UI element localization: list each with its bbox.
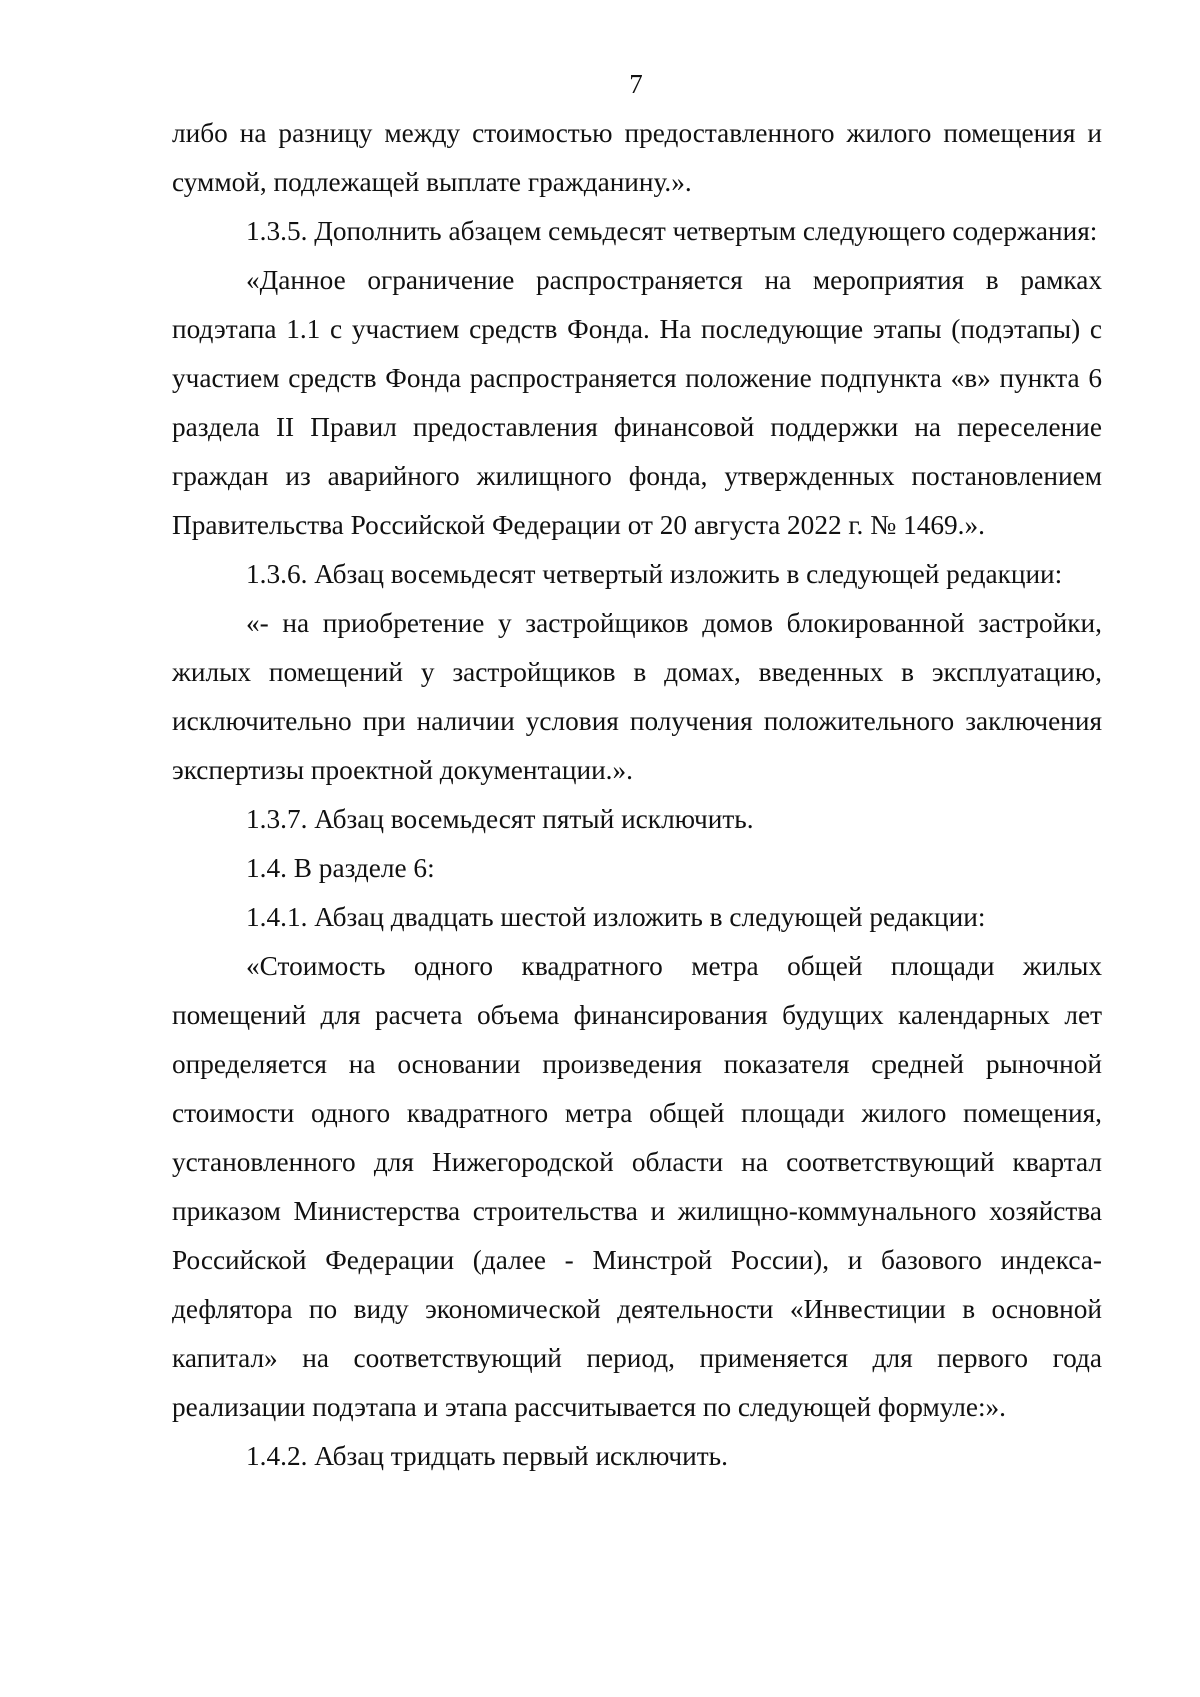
document-body [172, 109, 1102, 1481]
paragraph-quote-cost: «Стоимость одного квадратного метра общей площади жилых помещений для расчета объема финансирования будущих календарных лет определяется на основании произведения показателя средней рыночной стоимости одного квадратного метра общей площади жилого помещения, установленного для Нижегородской области на соответствующий квартал приказом Министерства строительства и жилищно-коммунального хозяйства Российской Федерации (далее - Минстрой России), и базового индекса-дефлятора по виду экономической деятельности «Инвестиции в основной капитал» на соответствующий период, применяется для первого года реализации подэтапа и этапа рассчитывается по следующей формуле:». [172, 951, 1102, 1422]
paragraph-quote-restriction: «Данное ограничение распространяется на мероприятия в рамках подэтапа 1.1 с участием средств Фонда. На последующие этапы (подэтапы) с участием средств Фонда распространяется положение подпункта «в» пункта 6 раздела II Правил предоставления финансовой поддержки на переселение граждан из аварийного жилищного фонда, утвержденных постановлением Правительства Российской Федерации от 20 августа 2022 г. № 1469.». [172, 265, 1102, 540]
paragraph-1-4: 1.4. В разделе 6: [246, 853, 435, 883]
paragraph-1-3-7: 1.3.7. Абзац восемьдесят пятый исключить. [246, 804, 754, 834]
paragraph-quote-acquisition: «- на приобретение у застройщиков домов блокированной застройки, жилых помещений у застройщиков в домах, введенных в эксплуатацию, исключительно при наличии условия получения положительного заключения экспертизы проектной документации.». [172, 608, 1102, 785]
paragraph-1-4-2: 1.4.2. Абзац тридцать первый исключить. [246, 1441, 728, 1471]
paragraph-1-3-6: 1.3.6. Абзац восемьдесят четвертый изложить в следующей редакции: [246, 559, 1063, 589]
paragraph-continuation: либо на разницу между стоимостью предоставленного жилого помещения и суммой, подлежащей выплате гражданину.». [172, 118, 1102, 197]
paragraph-1-3-5: 1.3.5. Дополнить абзацем семьдесят четвертым следующего содержания: [246, 216, 1098, 246]
paragraph-1-4-1: 1.4.1. Абзац двадцать шестой изложить в следующей редакции: [246, 902, 986, 932]
page-number: 7 [629, 69, 643, 99]
